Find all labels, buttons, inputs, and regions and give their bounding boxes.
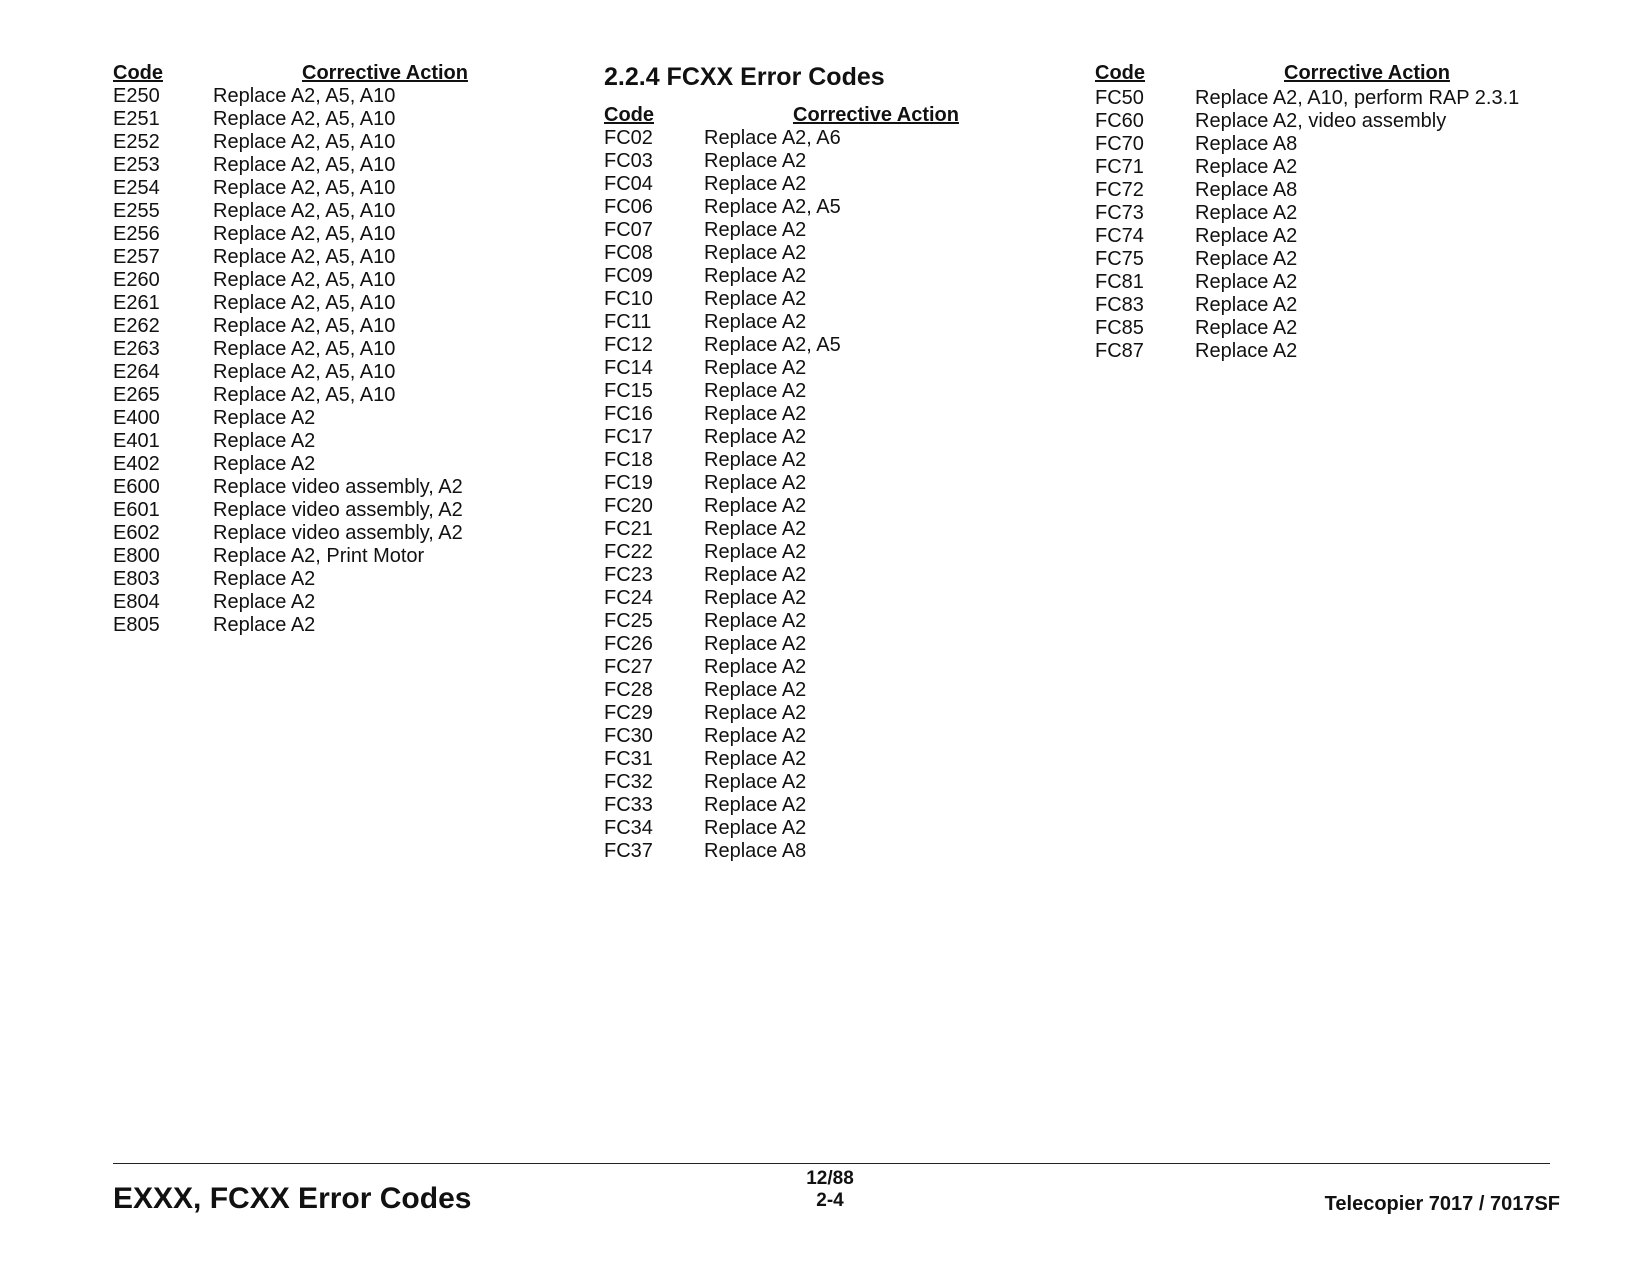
corrective-action: Replace A2 xyxy=(704,702,807,724)
table-row xyxy=(113,269,533,292)
footer-page-info xyxy=(780,1168,880,1212)
corrective-action: Replace A2 xyxy=(704,426,807,448)
table-row xyxy=(113,430,533,453)
corrective-action: Replace A2, A5, A10 xyxy=(213,292,396,314)
corrective-action: Replace A2 xyxy=(1195,294,1298,316)
error-code: FC17 xyxy=(604,426,653,448)
table-row xyxy=(113,223,533,246)
error-code: E260 xyxy=(113,269,160,291)
corrective-action: Replace A2 xyxy=(213,453,316,475)
table-row xyxy=(113,476,533,499)
section-title: 2.2.4 FCXX Error Codes xyxy=(604,63,885,91)
error-code: FC34 xyxy=(604,817,653,839)
corrective-action: Replace A2 xyxy=(704,288,807,310)
table-row xyxy=(604,150,1024,173)
corrective-action: Replace A2, A5, A10 xyxy=(213,85,396,107)
error-code: FC06 xyxy=(604,196,653,218)
error-code: E264 xyxy=(113,361,160,383)
table-row xyxy=(604,265,1024,288)
corrective-action: Replace A2 xyxy=(1195,248,1298,270)
table-row xyxy=(604,311,1024,334)
table-row xyxy=(1095,87,1575,110)
table-row xyxy=(113,315,533,338)
error-code: FC74 xyxy=(1095,225,1144,247)
corrective-action: Replace A2 xyxy=(704,564,807,586)
corrective-action: Replace A2 xyxy=(704,817,807,839)
error-code: E803 xyxy=(113,568,160,590)
corrective-action: Replace A2 xyxy=(213,407,316,429)
table-row xyxy=(604,403,1024,426)
table-row xyxy=(113,522,533,545)
error-code: E262 xyxy=(113,315,160,337)
footer-page-number: 2-4 xyxy=(816,1190,844,1211)
footer-divider xyxy=(113,1163,1550,1164)
corrective-action: Replace A2 xyxy=(704,495,807,517)
error-code: FC28 xyxy=(604,679,653,701)
corrective-action: Replace A2 xyxy=(1195,317,1298,339)
corrective-action: Replace A2, A5, A10 xyxy=(213,361,396,383)
error-code: FC15 xyxy=(604,380,653,402)
table-row xyxy=(113,361,533,384)
table-row xyxy=(604,357,1024,380)
table-row xyxy=(113,338,533,361)
table-row xyxy=(604,656,1024,679)
table-row xyxy=(113,246,533,269)
error-code: FC09 xyxy=(604,265,653,287)
error-code: FC31 xyxy=(604,748,653,770)
error-code: FC50 xyxy=(1095,87,1144,109)
table-row xyxy=(113,499,533,522)
corrective-action: Replace A2 xyxy=(704,748,807,770)
table-row xyxy=(604,495,1024,518)
fc-codes-continued-column xyxy=(1095,61,1575,363)
table-row xyxy=(113,200,533,223)
corrective-action: Replace video assembly, A2 xyxy=(213,522,463,544)
table-row xyxy=(604,541,1024,564)
corrective-action: Replace A2 xyxy=(213,614,316,636)
error-code: FC33 xyxy=(604,794,653,816)
table-row xyxy=(604,472,1024,495)
table-row xyxy=(1095,317,1575,340)
corrective-action: Replace A2 xyxy=(704,771,807,793)
error-code: FC30 xyxy=(604,725,653,747)
error-code: E257 xyxy=(113,246,160,268)
corrective-action: Replace A2, A5, A10 xyxy=(213,223,396,245)
corrective-action: Replace A2 xyxy=(704,150,807,172)
fc-codes-column xyxy=(604,61,1024,863)
error-code: FC18 xyxy=(604,449,653,471)
corrective-action: Replace video assembly, A2 xyxy=(213,499,463,521)
table-row xyxy=(1095,110,1575,133)
e-codes-column xyxy=(113,61,533,637)
corrective-action: Replace A2 xyxy=(704,265,807,287)
corrective-action: Replace A2, A5, A10 xyxy=(213,177,396,199)
table-row xyxy=(1095,248,1575,271)
error-code: E805 xyxy=(113,614,160,636)
error-code: FC60 xyxy=(1095,110,1144,132)
table-row xyxy=(113,614,533,637)
error-code: FC32 xyxy=(604,771,653,793)
error-code: E800 xyxy=(113,545,160,567)
code-header: Code xyxy=(113,62,163,84)
error-code: FC81 xyxy=(1095,271,1144,293)
corrective-action: Replace A2 xyxy=(213,568,316,590)
table-row xyxy=(604,173,1024,196)
error-code: FC71 xyxy=(1095,156,1144,178)
error-code: FC87 xyxy=(1095,340,1144,362)
corrective-action: Replace A2 xyxy=(1195,156,1298,178)
table-row xyxy=(113,453,533,476)
corrective-action: Replace A2 xyxy=(704,656,807,678)
table-row xyxy=(604,242,1024,265)
error-code: FC14 xyxy=(604,357,653,379)
error-code: E254 xyxy=(113,177,160,199)
error-code: FC20 xyxy=(604,495,653,517)
corrective-action: Replace A2 xyxy=(704,518,807,540)
corrective-action: Replace A2, A5, A10 xyxy=(213,315,396,337)
error-code: FC75 xyxy=(1095,248,1144,270)
footer-title: EXXX, FCXX Error Codes xyxy=(113,1182,472,1215)
table-row xyxy=(604,127,1024,150)
error-code: E402 xyxy=(113,453,160,475)
error-code: FC27 xyxy=(604,656,653,678)
table-row xyxy=(604,587,1024,610)
table-row xyxy=(604,426,1024,449)
table-row xyxy=(113,292,533,315)
error-code: E602 xyxy=(113,522,160,544)
table-row xyxy=(113,407,533,430)
table-row xyxy=(1095,179,1575,202)
error-code: FC37 xyxy=(604,840,653,862)
table-row xyxy=(604,771,1024,794)
table-row xyxy=(113,131,533,154)
corrective-action: Replace A2 xyxy=(704,679,807,701)
corrective-action: Replace A2 xyxy=(704,449,807,471)
corrective-action: Replace A2 xyxy=(704,725,807,747)
error-code: E252 xyxy=(113,131,160,153)
table-row xyxy=(604,748,1024,771)
table-row xyxy=(604,196,1024,219)
table-row xyxy=(604,380,1024,403)
table-row xyxy=(113,177,533,200)
table-row xyxy=(604,633,1024,656)
error-code: E261 xyxy=(113,292,160,314)
corrective-action: Replace A2, A5, A10 xyxy=(213,246,396,268)
table-row xyxy=(113,384,533,407)
corrective-action: Replace A2 xyxy=(213,591,316,613)
corrective-action-header: Corrective Action xyxy=(793,104,959,126)
table-row xyxy=(113,108,533,131)
table-row xyxy=(1095,202,1575,225)
corrective-action: Replace video assembly, A2 xyxy=(213,476,463,498)
table-body xyxy=(1095,87,1575,363)
corrective-action: Replace A2, A5 xyxy=(704,334,841,356)
error-code: E600 xyxy=(113,476,160,498)
error-code: E263 xyxy=(113,338,160,360)
error-code: FC03 xyxy=(604,150,653,172)
corrective-action: Replace A2, A5, A10 xyxy=(213,131,396,153)
corrective-action: Replace A8 xyxy=(1195,179,1298,201)
corrective-action: Replace A2 xyxy=(704,380,807,402)
table-body xyxy=(113,85,533,637)
corrective-action: Replace A2 xyxy=(1195,271,1298,293)
error-code: FC11 xyxy=(604,311,652,333)
corrective-action: Replace A2, A5 xyxy=(704,196,841,218)
error-code: FC73 xyxy=(1095,202,1144,224)
error-code: E253 xyxy=(113,154,160,176)
error-code: FC21 xyxy=(604,518,653,540)
table-row xyxy=(113,568,533,591)
corrective-action: Replace A2 xyxy=(704,357,807,379)
table-row xyxy=(604,794,1024,817)
table-row xyxy=(113,85,533,108)
corrective-action: Replace A2 xyxy=(1195,202,1298,224)
error-code: FC70 xyxy=(1095,133,1144,155)
error-code: E265 xyxy=(113,384,160,406)
corrective-action: Replace A2, A5, A10 xyxy=(213,154,396,176)
table-header xyxy=(1095,61,1575,85)
table-row xyxy=(604,518,1024,541)
error-code: E400 xyxy=(113,407,160,429)
corrective-action: Replace A8 xyxy=(704,840,807,862)
table-row xyxy=(1095,133,1575,156)
table-row xyxy=(604,679,1024,702)
code-header: Code xyxy=(1095,62,1145,84)
table-row xyxy=(604,840,1024,863)
table-body xyxy=(604,127,1024,863)
error-code: FC26 xyxy=(604,633,653,655)
corrective-action: Replace A2, A5, A10 xyxy=(213,338,396,360)
code-header: Code xyxy=(604,104,654,126)
error-code: FC12 xyxy=(604,334,653,356)
error-code: FC83 xyxy=(1095,294,1144,316)
table-row xyxy=(113,591,533,614)
corrective-action: Replace A2 xyxy=(704,242,807,264)
table-row xyxy=(604,288,1024,311)
error-code: E250 xyxy=(113,85,160,107)
error-code: E601 xyxy=(113,499,160,521)
table-row xyxy=(1095,156,1575,179)
error-code: FC72 xyxy=(1095,179,1144,201)
table-row xyxy=(604,449,1024,472)
error-code: FC04 xyxy=(604,173,653,195)
error-code: FC29 xyxy=(604,702,653,724)
table-row xyxy=(604,725,1024,748)
corrective-action: Replace A2, Print Motor xyxy=(213,545,425,567)
corrective-action: Replace A2, A5, A10 xyxy=(213,269,396,291)
corrective-action: Replace A2 xyxy=(704,403,807,425)
error-code: FC22 xyxy=(604,541,653,563)
error-code: E255 xyxy=(113,200,160,222)
corrective-action: Replace A8 xyxy=(1195,133,1298,155)
error-code: FC10 xyxy=(604,288,653,310)
corrective-action: Replace A2 xyxy=(704,541,807,563)
table-row xyxy=(1095,225,1575,248)
corrective-action: Replace A2, A5, A10 xyxy=(213,384,396,406)
corrective-action: Replace A2, A10, perform RAP 2.3.1 xyxy=(1195,87,1520,109)
corrective-action-header: Corrective Action xyxy=(1284,62,1450,84)
error-code: FC02 xyxy=(604,127,653,149)
error-code: FC25 xyxy=(604,610,653,632)
error-code: FC24 xyxy=(604,587,653,609)
table-row xyxy=(604,610,1024,633)
table-header xyxy=(604,103,1024,127)
corrective-action: Replace A2, A5, A10 xyxy=(213,200,396,222)
table-row xyxy=(113,154,533,177)
error-code: E251 xyxy=(113,108,160,130)
table-row xyxy=(1095,271,1575,294)
table-row xyxy=(604,219,1024,242)
error-code: FC08 xyxy=(604,242,653,264)
corrective-action: Replace A2 xyxy=(704,794,807,816)
table-row xyxy=(1095,294,1575,317)
corrective-action-header: Corrective Action xyxy=(302,62,468,84)
corrective-action: Replace A2 xyxy=(213,430,316,452)
footer-product-name: Telecopier 7017 / 7017SF xyxy=(1324,1193,1560,1215)
error-code: E804 xyxy=(113,591,160,613)
corrective-action: Replace A2, A6 xyxy=(704,127,841,149)
table-row xyxy=(604,334,1024,357)
table-row xyxy=(113,545,533,568)
corrective-action: Replace A2 xyxy=(704,610,807,632)
corrective-action: Replace A2 xyxy=(704,173,807,195)
corrective-action: Replace A2 xyxy=(1195,225,1298,247)
table-row xyxy=(604,564,1024,587)
table-row xyxy=(604,702,1024,725)
table-row xyxy=(1095,340,1575,363)
error-code: FC19 xyxy=(604,472,653,494)
error-code: FC07 xyxy=(604,219,653,241)
corrective-action: Replace A2 xyxy=(704,311,807,333)
corrective-action: Replace A2, A5, A10 xyxy=(213,108,396,130)
error-code: FC85 xyxy=(1095,317,1144,339)
corrective-action: Replace A2, video assembly xyxy=(1195,110,1447,132)
corrective-action: Replace A2 xyxy=(704,219,807,241)
corrective-action: Replace A2 xyxy=(704,633,807,655)
corrective-action: Replace A2 xyxy=(1195,340,1298,362)
error-code: FC16 xyxy=(604,403,653,425)
footer-date: 12/88 xyxy=(806,1168,854,1189)
error-code: E401 xyxy=(113,430,160,452)
table-row xyxy=(604,817,1024,840)
error-code: FC23 xyxy=(604,564,653,586)
error-code: E256 xyxy=(113,223,160,245)
corrective-action: Replace A2 xyxy=(704,472,807,494)
table-header xyxy=(113,61,533,85)
corrective-action: Replace A2 xyxy=(704,587,807,609)
